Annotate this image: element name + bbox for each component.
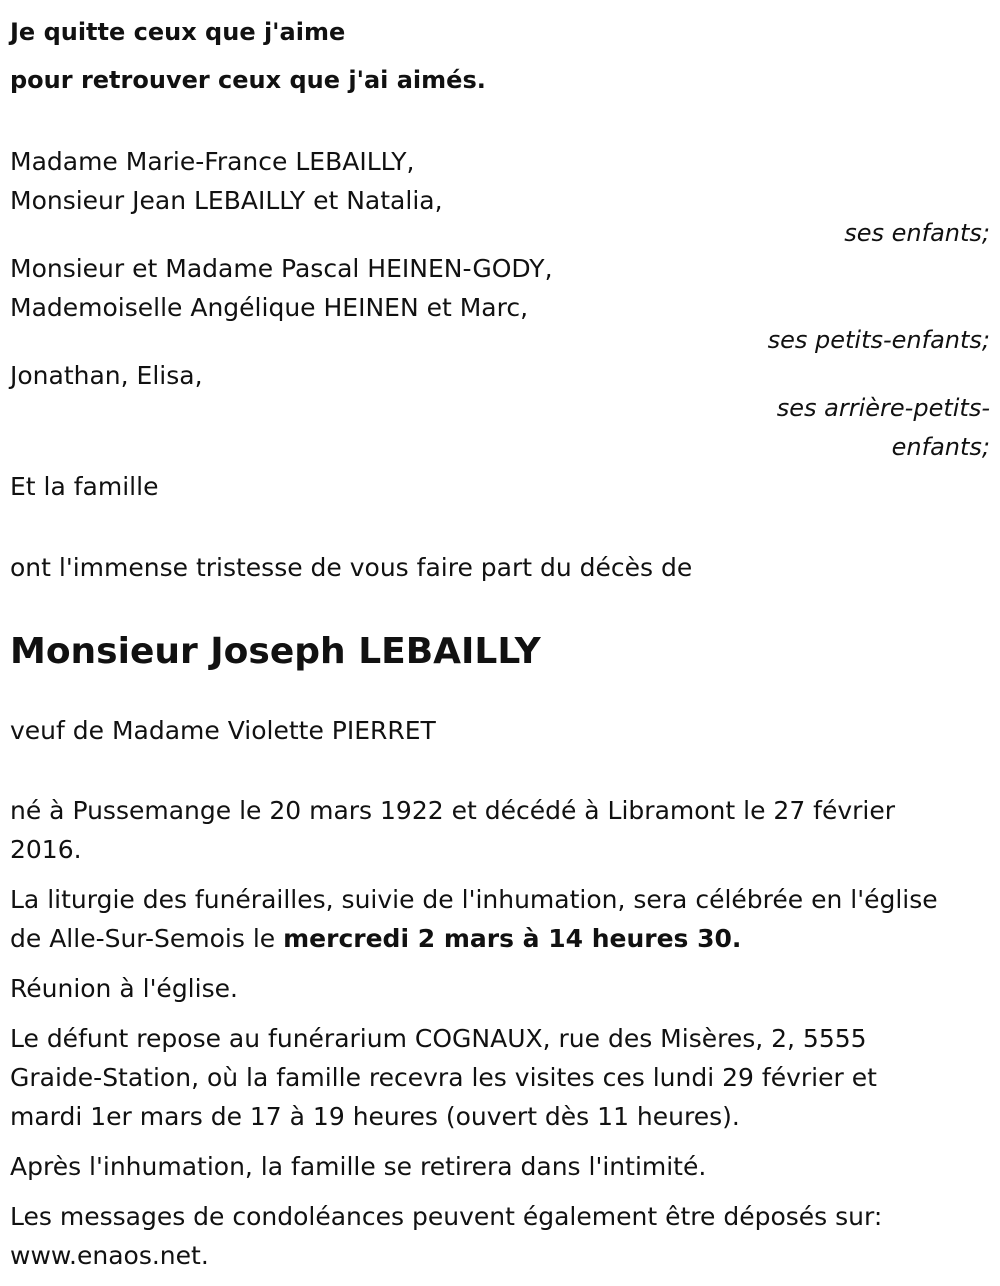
liturgy-place: de Alle-Sur-Semois le — [10, 924, 284, 953]
paragraph-line — [10, 919, 990, 958]
paragraph-line: La liturgie des funérailles, suivie de l'inhumation, sera célébrée en l'église — [10, 885, 938, 914]
quote-line: pour retrouver ceux que j'ai aimés. — [10, 66, 486, 94]
family-other-text: Et la famille — [10, 472, 159, 501]
quote-line: Je quitte ceux que j'aime — [10, 18, 346, 46]
family-grandchildren — [10, 249, 990, 360]
condolences-paragraph — [10, 1197, 990, 1275]
family-role: ses arrière-petits- — [776, 394, 990, 422]
family-name: Monsieur et Madame Pascal HEINEN-GODY, — [10, 254, 553, 283]
paragraph-line: mardi 1er mars de 17 à 19 heures (ouvert dès 11 heures). — [10, 1102, 740, 1131]
family-role: ses petits-enfants; — [767, 326, 990, 354]
announcement-text: ont l'immense tristesse de vous faire part du décès de — [10, 553, 693, 582]
paragraph-line: Après l'inhumation, la famille se retirera dans l'intimité. — [10, 1152, 707, 1181]
meeting-paragraph — [10, 969, 990, 1008]
liturgy-datetime: mercredi 2 mars à 14 heures 30. — [283, 924, 742, 953]
condolences-link[interactable]: www.enaos.net. — [10, 1241, 209, 1270]
obituary-notice — [10, 8, 990, 1286]
family-role: ses enfants; — [844, 219, 990, 247]
widower-text: veuf de Madame Violette PIERRET — [10, 716, 436, 745]
family-role: enfants; — [891, 433, 990, 461]
opening-quote — [10, 8, 990, 104]
paragraph-line: né à Pussemange le 20 mars 1922 et décédé à Libramont le 27 février — [10, 796, 896, 825]
birth-death-paragraph — [10, 791, 990, 869]
family-name: Mademoiselle Angélique HEINEN et Marc, — [10, 293, 529, 322]
family-other — [10, 467, 990, 506]
family-children — [10, 142, 990, 253]
paragraph-line: Réunion à l'église. — [10, 974, 238, 1003]
family-name: Madame Marie-France LEBAILLY, — [10, 147, 415, 176]
paragraph-line: Le défunt repose au funérarium COGNAUX, rue des Misères, 2, 5555 — [10, 1024, 867, 1053]
paragraph-line: 2016. — [10, 835, 82, 864]
deceased-name: Monsieur Joseph LEBAILLY — [10, 631, 541, 672]
family-name: Monsieur Jean LEBAILLY et Natalia, — [10, 186, 443, 215]
rest-paragraph — [10, 1019, 990, 1136]
paragraph-line: Les messages de condoléances peuvent également être déposés sur: — [10, 1202, 883, 1231]
after-paragraph — [10, 1147, 990, 1186]
family-great-grandchildren — [10, 356, 990, 467]
paragraph-line: Graide-Station, où la famille recevra les visites ces lundi 29 février et — [10, 1063, 877, 1092]
liturgy-paragraph — [10, 880, 990, 958]
family-name: Jonathan, Elisa, — [10, 361, 203, 390]
